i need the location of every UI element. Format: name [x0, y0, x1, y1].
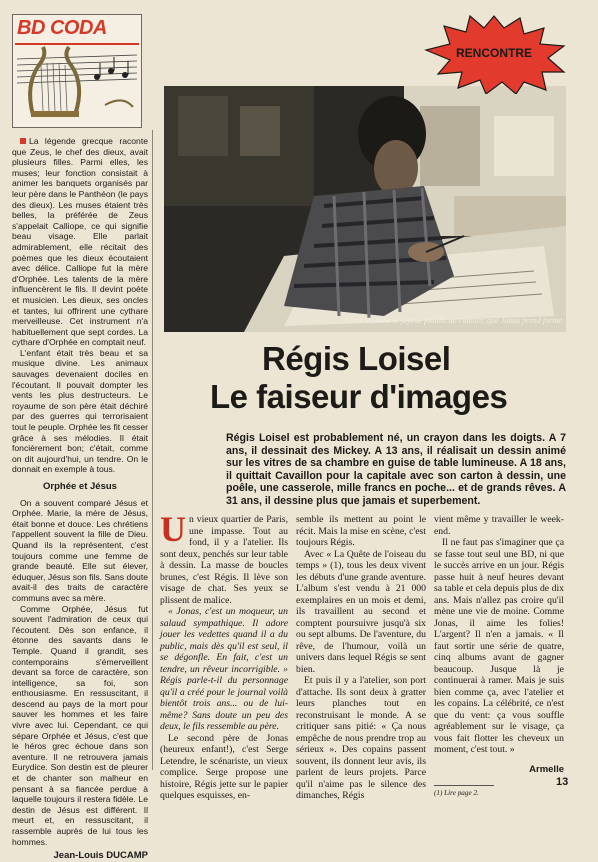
bd-coda-logo: [12, 14, 142, 128]
footnote-rule: [434, 785, 494, 786]
drop-cap: U: [160, 509, 186, 549]
photo-caption: C'est là, dans le joyeux fouillis de l'atelier, que Jonas prend forme.: [346, 316, 564, 325]
page-number: 13: [556, 776, 569, 788]
body-paragraph: semble ils mettent au point le récit. Mais la mise en scène, c'est toujours Régis.: [296, 514, 426, 548]
column-divider: [152, 130, 153, 770]
sidebar-article: [12, 136, 148, 862]
sidebar-paragraph: La légende grecque raconte que Zeus, le chef des dieux, avait plusieurs filles. Parmi elles, les muses; leur fonction consistait à animer les banquets organisés par leur père dans le Panthéon (le pays des dieux). Les muses étaient très belles, la préférée de Zeus s'appelait Calliope, ce qui signifie beau visage. Elle parlait admirablement, elle récitait des poèmes que les dieux écoutaient avec délice. Calliope fut la mère d'Orphée. Les talents de la mère influencèrent le fils. Il devint poète et musicien. Les dieux, ses oncles et tantes, lui offrirent une cythare merveilleuse. Cet instrument n'a habituellement que sept cordes. La cythare d'Orphée en comptait neuf.: [12, 136, 148, 348]
article-signature: Armelle: [529, 763, 564, 775]
red-square-icon: [20, 138, 26, 144]
article-intro: Régis Loisel est probablement né, un crayon dans les doigts. A 7 ans, il dessinait des Mickey. A 13 ans, il réalisait un dessin animé sur les vitres de sa chambre en guise de table lumineuse. A 18 ans, il quittait Cavaillon pour la capitale avec son carton à dessin, une poêle, une casserole, mille francs en poche... et de grands rêves. A 31 ans, il dessine plus que jamais et superbement.: [226, 432, 566, 507]
artist-photo: [164, 86, 566, 332]
sidebar-paragraph: Comme Orphée, Jésus fut souvent l'admiration de ceux qui l'écoutent. Dès son enfance, il étonne des savants dans le Temple. Quand il grandit, ses contemporains s'émerveillent devant sa force de caractère, son intelligence, sa foi, son enthousiasme. En ressuscitant, il descend au pays de la mort pour sauver les hommes et les faire vivre avec lui. Cependant, ce qui sépare Orphée et Jésus, c'est que le héros grec échoue dans son aventure. Il ne retrouvera jamais Eurydice. Son destin est de pleurer et de chanter son malheur en pensant à sa fiancée perdue à laquelle toujours il restera fidèle. Le destin de Jésus est différent. Il meurt et, en ressuscitant, il rassemble auprès de lui tous les hommes.: [12, 603, 148, 847]
article-headline: [210, 340, 570, 416]
body-paragraph: « Jonas, c'est un moqueur, un salaud sympathique. Il adore jouer les vedettes quand il a du public, mais dès qu'il est seul, il se dégonfle. En fait, c'est un tendre, un rêveur incorrigible. » Régis parle-t-il du personnage qu'il a créé pour le journal voilà bientôt trois ans... ou de lui-même? Sans doute un peu des deux, le fils ressemble au père.: [160, 606, 288, 732]
rencontre-label: RENCONTRE: [455, 46, 532, 60]
sidebar-paragraph: On a souvent comparé Jésus et Orphée. Marie, la mère de Jésus, était bonne et douce. Les chrétiens l'appellent souvent la fille de Dieu. Quand ils la représentent, c'est toujours comme une femme de grande beauté. Elle sut élever, éduquer, Jésus son fils. Sans doute avait-il des traits de caractère communs avec sa mère.: [12, 497, 148, 603]
footnote: (1) Lire page 2.: [434, 789, 479, 797]
body-column-3: [434, 514, 564, 800]
body-paragraph: Le second père de Jonas (heureux enfant!), c'est Serge Letendre, le scénariste, un vieux complice. Serge propose une histoire, Régis jette sur le papier quelques esquisses, en-: [160, 732, 288, 801]
body-paragraph: Un vieux quartier de Paris, une impasse. Tout au fond, il y a l'atelier. Ils sont deux, penchés sur leur table à dessin. La masse de boucles brunes, c'est Régis. Il lève son visage de chat. Ses yeux se plissent de malice.: [160, 509, 288, 606]
logo-title: BD CODA: [17, 17, 107, 39]
sidebar-heading: Orphée et Jésus: [43, 481, 117, 492]
sidebar-paragraph: L'enfant était très beau et sa musique divine. Les animaux sauvages devenaient dociles en l'écoutant. Il pouvait dompter les vents les plus destructeurs. Le royaume de son père était déchiré par des guerres qui terrorisaient tout le peuple. Orphée les fit cesser grâce à ses mélodies. Il était foncièrement bon; c'était, comme on dit aujourd'hui, un tendre. On le donnait en exemple à tous.: [12, 347, 148, 475]
body-column-1: [160, 509, 288, 802]
studio-photo-illustration: [164, 86, 566, 332]
headline-line-2: Le faiseur d'images: [210, 378, 508, 415]
body-column-2: [296, 514, 426, 802]
body-paragraph: Avec « La Quête de l'oiseau du temps » (1), tous les deux vivent les débuts d'une grande aventure. L'album s'est vendu à 21 000 exemplaires en un mois et demi, ils travaillent au second et comptent poursuivre jusqu'à six ou sept albums. De l'aventure, du rêve, de l'humour, voilà un univers dans lequel Régis se sent bien.: [296, 548, 426, 675]
sidebar-author: Jean-Louis DUCAMP: [53, 850, 148, 862]
headline-line-1: Régis Loisel: [262, 340, 451, 377]
body-paragraph: Et puis il y a l'atelier, son port d'attache. Ils sont deux à gratter leurs planches tout en reconstruisant le monde. A se critiquer sans pitié: « Ça nous empêche de nous prendre trop au sérieux ». Des copains passent souvent, ils donnent leur avis, ils parlent de leurs projets. Parce qu'il n'aime pas le silence des dimanches, Régis: [296, 675, 426, 801]
body-paragraph: Il ne faut pas s'imaginer que ça se fasse tout seul une BD, ni que le succès arrive en un jour. Régis passe huit à neuf heures devant sa table et cela depuis plus de dix ans. Mais n'allez pas croire qu'il mène une vie de moine. Comme Jonas, il aime les folies! L'argent? Il n'en a jamais. « Il faut sortir une série de quatre, cinq albums avant de gagner beaucoup. Jusque là je continuerai à ramer. Mais je suis bien comme ça, avec l'atelier et les copains. La célébrité, ce n'est que du vent: ça vous souffle agréablement sur le visage, ça vous fait flotter les cheveux un moment, c'est tout. »: [434, 537, 564, 755]
body-paragraph: vient même y travailler le week-end.: [434, 514, 564, 537]
